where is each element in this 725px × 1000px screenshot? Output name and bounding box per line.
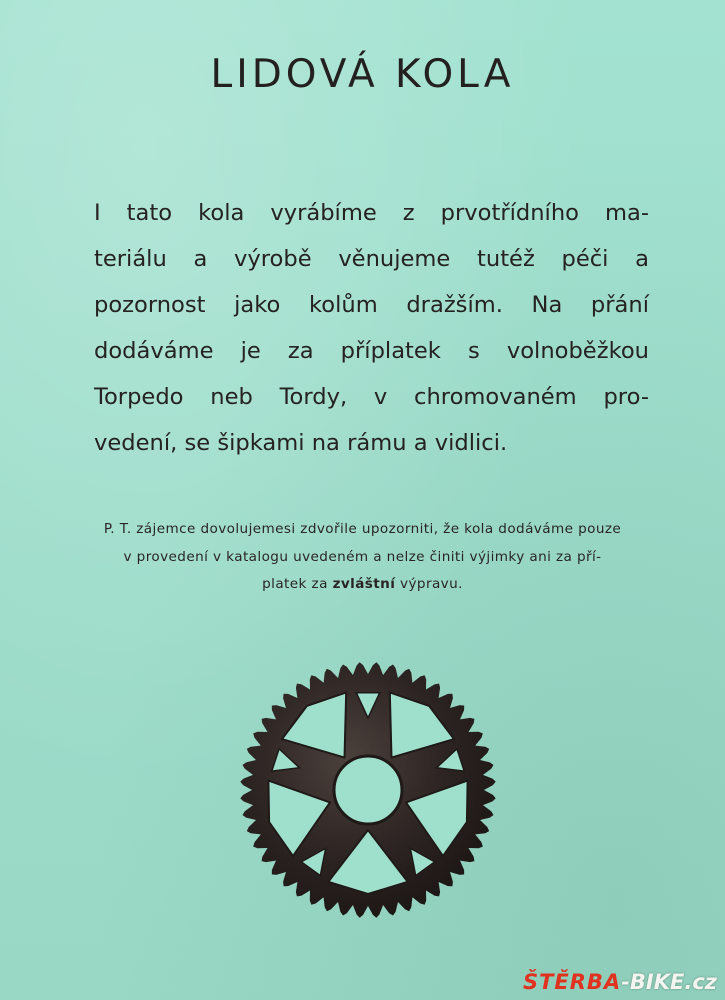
notice-line: [40, 571, 685, 599]
notice-paragraph: [40, 516, 685, 599]
chainring-body: [240, 662, 495, 917]
intro-line: I tato kola vyrábíme z prvotřídního ma-: [94, 200, 649, 226]
notice-line: v provedení v katalogu uvedeném a nelze činiti výjimky ani za pří-: [123, 548, 602, 565]
intro-line: vedení, se šipkami na rámu a vidlici.: [94, 430, 508, 456]
notice-text: platek za: [262, 576, 328, 592]
watermark-domain: -BIKE.cz: [621, 970, 717, 994]
chainring-hub: [334, 756, 402, 824]
intro-line: dodáváme je za příplatek s volnoběžkou: [94, 338, 649, 364]
notice-line: P. T. zájemce dovolujemesi zdvořile upozorniti, že kola dodáváme pouze: [103, 521, 622, 537]
chainring-illustration: [236, 658, 500, 922]
intro-line: teriálu a výrobě věnujeme tutéž péči a: [94, 246, 649, 272]
intro-paragraph: [94, 190, 649, 466]
watermark-brand: ŠTĚRBA: [522, 970, 622, 994]
intro-line: pozornost jako kolům dražším. Na přání: [94, 292, 649, 318]
page-title: LIDOVÁ KOLA: [210, 52, 515, 97]
site-watermark: [523, 970, 717, 994]
notice-text: výpravu.: [400, 576, 463, 592]
intro-line: Torpedo neb Tordy, v chromovaném pro-: [94, 384, 649, 410]
notice-emphasis: zvláštní: [332, 576, 396, 592]
